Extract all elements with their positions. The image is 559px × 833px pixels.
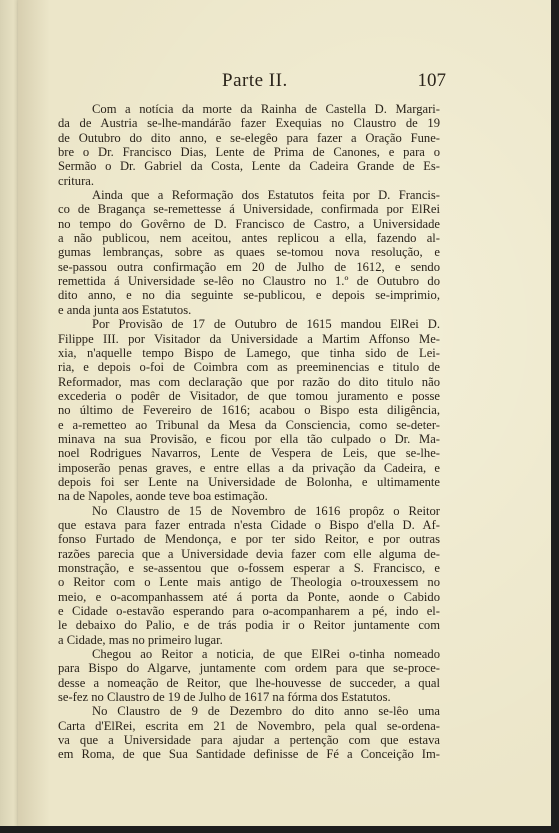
page-number: 107 bbox=[417, 70, 446, 91]
text-line: excederia o podêr de Visitador, de que tomou juramento e posse bbox=[58, 388, 440, 403]
text-line: monstração, e se-assentou que o-fossem esperar a S. Francisco, e bbox=[58, 561, 440, 575]
text-line: o Reitor com o Lente mais antigo de Theologia o-trouxessem no bbox=[58, 575, 440, 590]
text-line: critura. bbox=[58, 173, 95, 188]
scan-border-bottom bbox=[0, 826, 559, 833]
text-line: fonso Furtado de Mendonça, e por ter sido Reitor, e por outras bbox=[58, 532, 440, 547]
scan-border-right bbox=[551, 0, 559, 833]
text-line: remettida á Universidade se-lêo no Claustro no 1.º de Outubro do bbox=[58, 274, 440, 289]
text-line: no tempo do Govêrno de D. Francisco de Castro, a Universidade bbox=[58, 216, 440, 231]
running-title: Parte II. bbox=[222, 70, 288, 91]
text-line: Chegou ao Reitor a noticia, de que ElRei o-tinha nomeado bbox=[92, 647, 440, 662]
text-line: e anda junta aos Estatutos. bbox=[58, 302, 192, 317]
text-line: depois foi ser Lente na Universidade de Bolonha, e ultimamente bbox=[58, 474, 440, 489]
page-header bbox=[62, 70, 446, 94]
text-line: e a-remetteo ao Tribunal da Mesa da Consciencia, como se-deter- bbox=[58, 417, 440, 432]
text-line: a Cidade, mas no primeiro lugar. bbox=[58, 632, 223, 647]
text-line: em Roma, de que Sua Santidade definisse de Fé a Conceição Im- bbox=[58, 747, 440, 762]
text-line: Reformador, mas com declaração que por razão do dito titulo não bbox=[58, 374, 440, 389]
text-line: meio, e o-acompanhassem até á porta da Ponte, aonde o Cabido bbox=[58, 589, 440, 604]
text-line: se-fez no Claustro de 19 de Julho de 1617 na fórma dos Estatutos. bbox=[58, 690, 391, 705]
text-line: no último de Fevereiro de 1616; acabou o Bispo esta diligência, bbox=[58, 403, 440, 418]
text-line: Sermão o Dr. Gabriel da Costa, Lente da Cadeira Grande de Es- bbox=[58, 159, 440, 174]
text-line: le debaixo do Palio, e de trás podia ir o Reitor juntamente com bbox=[58, 618, 440, 633]
text-line: e Cidade o-estavão esperando para o-acompanharem a pé, indo el- bbox=[58, 604, 440, 619]
text-line: que estava para fazer entrada n'esta Cidade o Bispo d'ella D. Af- bbox=[58, 517, 440, 532]
text-line: para Bispo do Algarve, juntamente com ordem para que se-proce- bbox=[58, 661, 440, 676]
text-line: bre o Dr. Francisco Dias, Lente de Prima de Canones, e para o bbox=[58, 145, 440, 160]
text-line: ria, e depois o-foi de Coimbra com as preeminencias e titulo de bbox=[58, 360, 440, 375]
text-line: xia, n'aquelle tempo Bispo de Lamego, que tinha sido de Lei- bbox=[58, 345, 440, 360]
text-line: Ainda que a Reformação dos Estatutos feita por D. Francis- bbox=[92, 188, 440, 203]
text-line: gumas lembranças, sobre as quaes se-tomou nova resolução, e bbox=[58, 245, 440, 260]
text-line: Carta d'ElRei, escrita em 21 de Novembro, pela qual se-ordena- bbox=[58, 718, 440, 733]
text-line: na de Napoles, aonde teve boa estimação. bbox=[58, 489, 268, 504]
text-line: a não publicou, nem aceitou, antes replicou a ella, fazendo al- bbox=[58, 231, 440, 246]
text-line: desse a nomeação de Reitor, que lhe-houvesse de succeder, a qual bbox=[58, 675, 440, 690]
text-line: No Claustro de 9 de Dezembro do dito anno se-lêo uma bbox=[92, 704, 440, 719]
text-line: va que a Universidade para ajudar a pertenção com que estava bbox=[58, 733, 440, 748]
text-line: de Outubro do dito anno, e se-elegêo para fazer a Oração Fune- bbox=[58, 130, 440, 145]
text-line: Com a notícia da morte da Rainha de Castella D. Margari- bbox=[92, 102, 440, 116]
text-line: Por Provisão de 17 de Outubro de 1615 mandou ElRei D. bbox=[92, 317, 440, 332]
text-line: noel Rodrigues Navarros, Lente de Vespera de Leis, que se-lhe- bbox=[58, 446, 440, 461]
text-line: se-passou outra confirmação em 20 de Julho de 1612, e sendo bbox=[58, 259, 440, 274]
text-line: co de Bragança se-remettesse á Universidade, confirmada por ElRei bbox=[58, 202, 440, 217]
text-line: Filippe III. por Visitador da Universidade a Martim Affonso Me- bbox=[58, 331, 440, 346]
text-line: imposerão penas graves, e entre ellas a da privação da Cadeira, e bbox=[58, 460, 440, 475]
text-line: minava na sua Provisão, e ficou por ella tão culpado o Dr. Ma- bbox=[58, 431, 440, 446]
text-line: No Claustro de 15 de Novembro de 1616 propôz o Reitor bbox=[92, 503, 440, 518]
text-line: dito anno, e no dia seguinte se-publicou, e depois se-imprimio, bbox=[58, 288, 440, 303]
text-line: razões parecia que a Universidade devia fazer com elle alguma de- bbox=[58, 546, 440, 561]
body-text bbox=[58, 102, 440, 762]
text-line: da de Austria se-lhe-mandárão fazer Exequias no Claustro de 19 bbox=[58, 116, 440, 131]
